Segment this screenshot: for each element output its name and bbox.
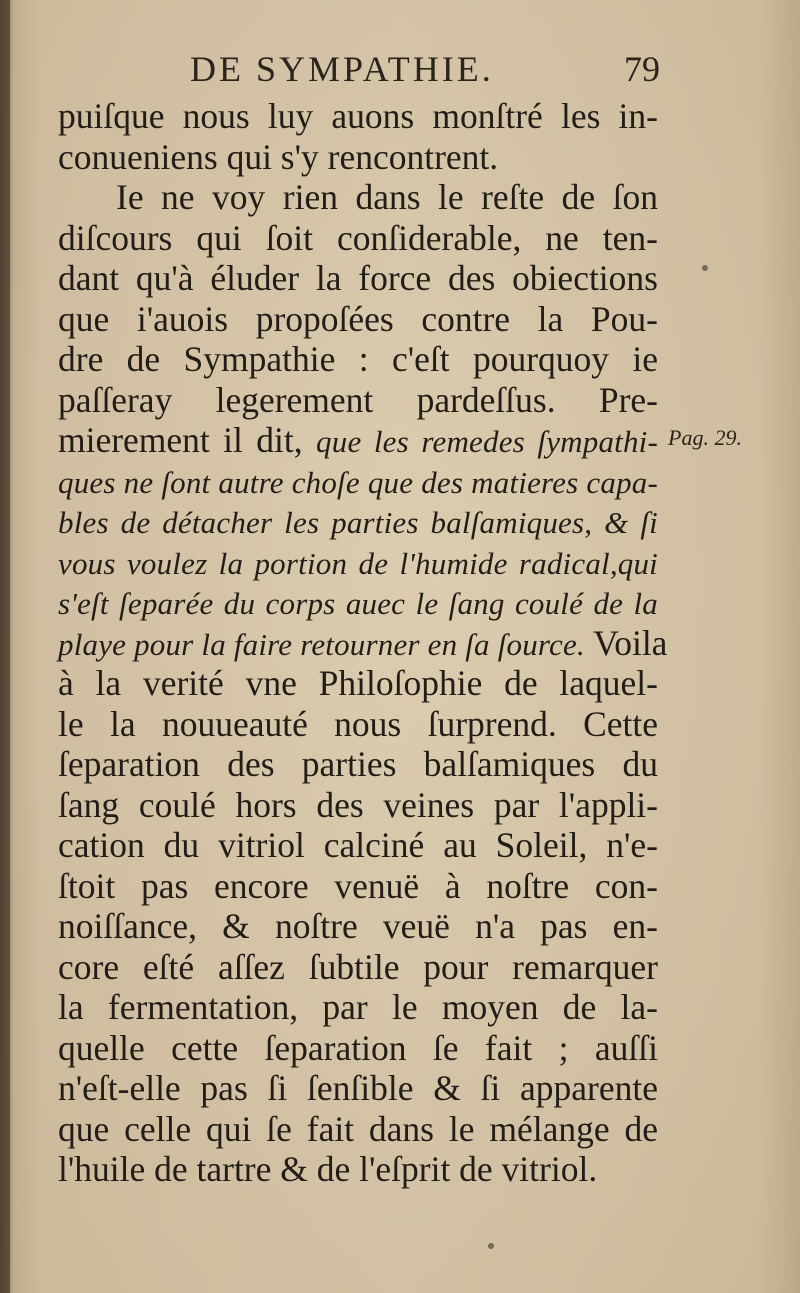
quotation-italic: playe pour la faire retourner en ſa ſource.: [58, 626, 585, 662]
text-line: [58, 461, 658, 502]
text-line: que celle qui ſe fait dans le mélange de: [58, 1108, 658, 1149]
text-line: à la verité vne Philoſophie de laquel-: [58, 663, 658, 703]
text-line: la fermentation, par le moyen de la-: [58, 987, 658, 1027]
text-line: paſſeray legerement pardeſſus. Pre-: [58, 379, 658, 420]
text-line: ſeparation des parties balſamiques du: [58, 744, 658, 784]
text-line: core eſté aſſez ſubtile pour remarquer: [58, 946, 658, 987]
text-line: mierement il dit, que les remedes ſympathi-: [58, 420, 658, 460]
body-text: [58, 96, 668, 1190]
page-header: [190, 48, 660, 98]
text-line: noiſſance, & noſtre veuë n'a pas en-: [58, 906, 658, 946]
text-line: [58, 501, 658, 542]
ink-speck: [702, 265, 708, 271]
text-line: ſtoit pas encore venuë à noſtre con-: [58, 865, 658, 906]
text-line: [58, 582, 658, 623]
quotation-italic: bles de détacher les parties balſamiques, & ſi: [58, 505, 658, 540]
text-line: [58, 542, 658, 583]
quotation-italic: vous voulez la portion de l'humide radical,qui: [58, 545, 658, 581]
quotation-italic: ques ne ſont autre choſe que des matieres capa-: [58, 464, 658, 500]
text-line: puiſque nous luy auons monſtré les in-: [58, 96, 658, 136]
text-line: que i'auois propoſées contre la Pou-: [58, 298, 658, 339]
text-line: l'huile de tartre & de l'eſprit de vitriol.: [58, 1149, 598, 1189]
text-line: n'eſt-elle pas ſi ſenſible & ſi apparente: [58, 1068, 658, 1108]
text-line: Ie ne voy rien dans le reſte de ſon: [116, 177, 658, 217]
text-line: dant qu'à éluder la force des obiections: [58, 258, 658, 298]
text-line: dre de Sympathie : c'eſt pourquoy ie: [58, 339, 658, 379]
text-line: le la nouueauté nous ſurprend. Cette: [58, 703, 658, 744]
page-number: 79: [624, 49, 660, 89]
text-line: conueniens qui s'y rencontrent.: [58, 136, 499, 177]
margin-note: Pag. 29.: [668, 425, 742, 450]
text-line: diſcours qui ſoit conſiderable, ne ten-: [58, 217, 658, 258]
text-line: quelle cette ſeparation ſe fait ; auſſi: [58, 1027, 658, 1068]
text-line: playe pour la faire retourner en ſa ſource. Voila: [58, 622, 668, 663]
book-spine-shadow: [0, 0, 10, 1293]
text-line: cation du vitriol calciné au Soleil, n'e-: [58, 825, 658, 865]
quotation-italic: s'eſt ſeparée du corps auec le ſang coulé de la: [58, 586, 658, 621]
running-title: DE SYMPATHIE.: [190, 49, 494, 89]
text-line: ſang coulé hors des veines par l'appli-: [58, 784, 658, 825]
quotation-italic: que les remedes ſympathi-: [316, 424, 658, 459]
ink-speck: [488, 1243, 494, 1249]
